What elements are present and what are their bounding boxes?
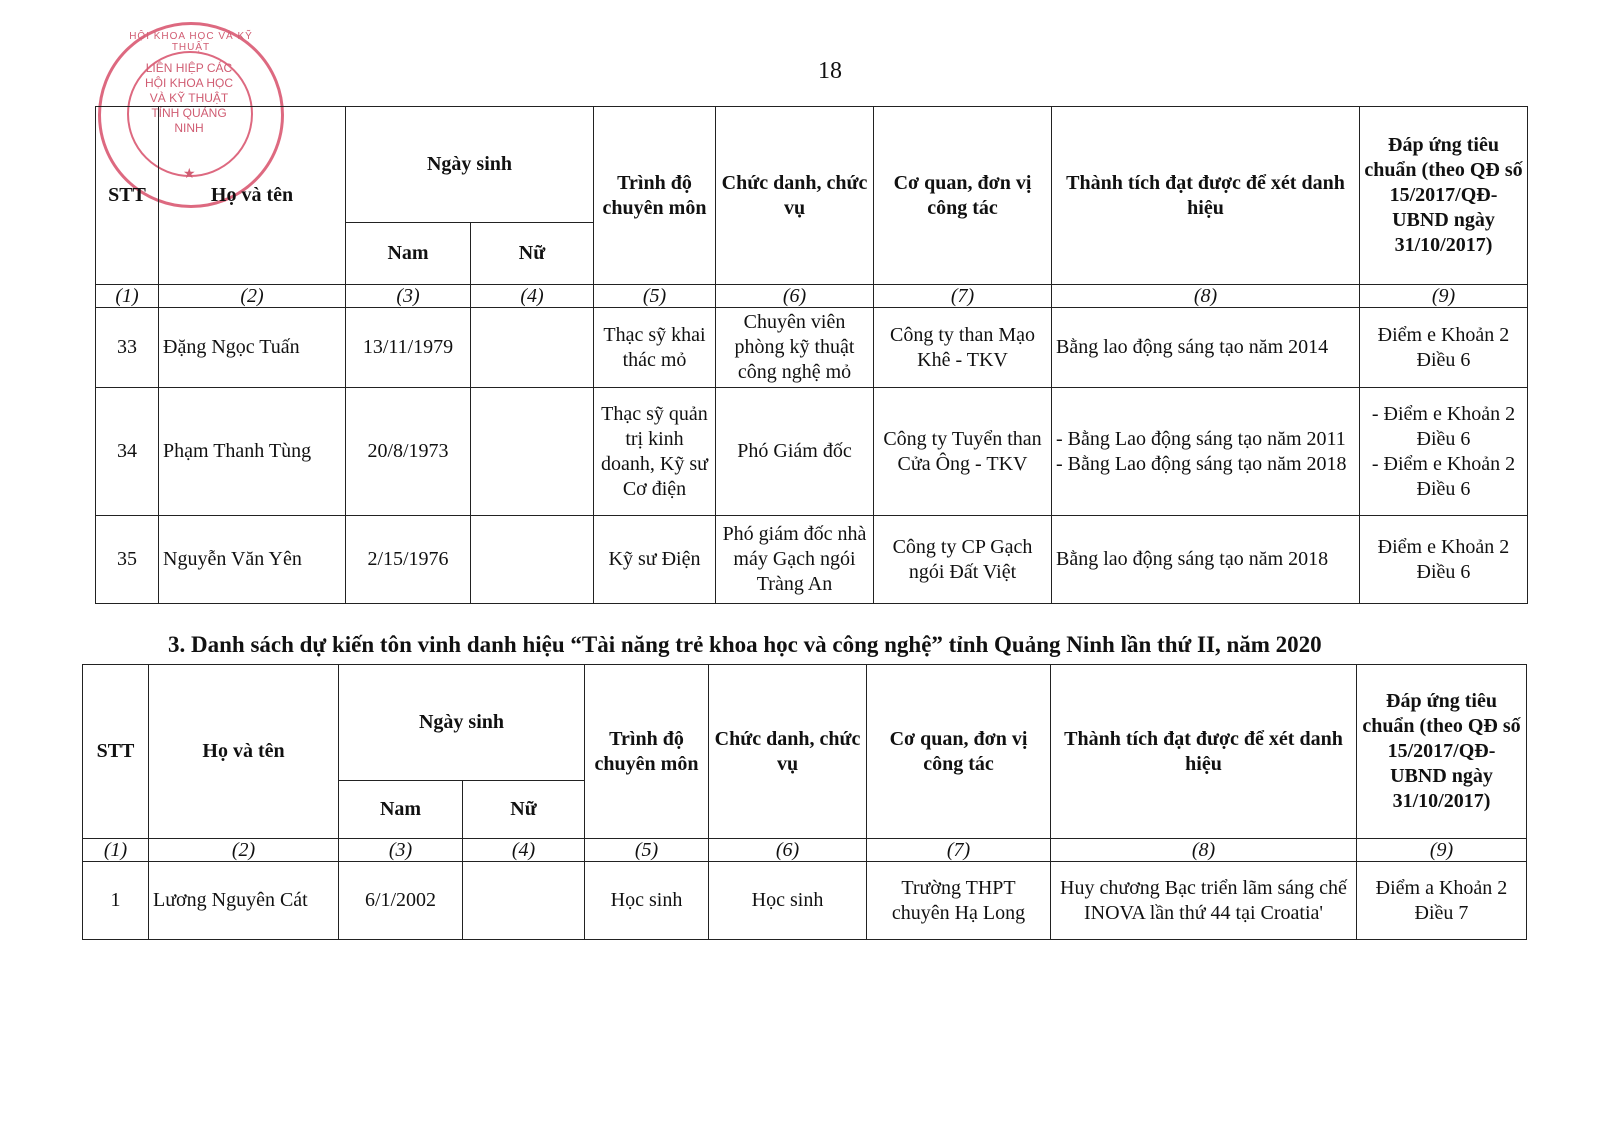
header-dob: Ngày sinh bbox=[339, 665, 585, 781]
cell-criteria bbox=[1357, 862, 1527, 940]
header-male: Nam bbox=[339, 781, 463, 839]
achievement-line: - Bằng Lao động sáng tạo năm 2011 bbox=[1056, 427, 1346, 450]
column-number: (4) bbox=[471, 285, 594, 308]
cell-dob-male: 6/1/2002 bbox=[339, 862, 463, 940]
header-stt: STT bbox=[96, 107, 159, 285]
column-number: (8) bbox=[1052, 285, 1360, 308]
cell-dob-male: 20/8/1973 bbox=[346, 388, 471, 516]
page-number: 18 bbox=[818, 58, 842, 84]
header-organization: Cơ quan, đơn vị công tác bbox=[874, 107, 1052, 285]
column-number: (5) bbox=[585, 839, 709, 862]
column-number: (7) bbox=[874, 285, 1052, 308]
column-number: (9) bbox=[1357, 839, 1527, 862]
cell-achievement bbox=[1052, 516, 1360, 604]
cell-stt: 33 bbox=[96, 308, 159, 388]
seal-star-icon: ★ bbox=[183, 165, 196, 181]
cell-stt: 34 bbox=[96, 388, 159, 516]
header-name: Họ và tên bbox=[149, 665, 339, 839]
column-number: (3) bbox=[346, 285, 471, 308]
header-criteria: Đáp ứng tiêu chuẩn (theo QĐ số 15/2017/QĐ-UBND ngày 31/10/2017) bbox=[1360, 107, 1528, 285]
cell-stt: 35 bbox=[96, 516, 159, 604]
column-number: (7) bbox=[867, 839, 1051, 862]
cell-qualification: Học sinh bbox=[585, 862, 709, 940]
header-organization: Cơ quan, đơn vị công tác bbox=[867, 665, 1051, 839]
column-number: (2) bbox=[159, 285, 346, 308]
header-achievement: Thành tích đạt được để xét danh hiệu bbox=[1051, 665, 1357, 839]
cell-achievement bbox=[1052, 388, 1360, 516]
header-qualification: Trình độ chuyên môn bbox=[594, 107, 716, 285]
column-number: (3) bbox=[339, 839, 463, 862]
table-row bbox=[96, 516, 1528, 604]
cell-achievement bbox=[1051, 862, 1357, 940]
header-criteria: Đáp ứng tiêu chuẩn (theo QĐ số 15/2017/QĐ-UBND ngày 31/10/2017) bbox=[1357, 665, 1527, 839]
cell-dob-male: 13/11/1979 bbox=[346, 308, 471, 388]
header-position: Chức danh, chức vụ bbox=[716, 107, 874, 285]
table-row bbox=[96, 308, 1528, 388]
cell-qualification: Thạc sỹ khai thác mỏ bbox=[594, 308, 716, 388]
seal-center-text: LIÊN HIỆP CÁC HỘI KHOA HỌC VÀ KỸ THUẬT TỈNH QUẢNG NINH bbox=[144, 61, 233, 135]
cell-dob-female bbox=[471, 388, 594, 516]
seal-ring-text: HỘI KHOA HỌC VÀ KỸ THUẬT bbox=[129, 31, 253, 53]
cell-organization: Công ty than Mạo Khê - TKV bbox=[874, 308, 1052, 388]
column-number: (8) bbox=[1051, 839, 1357, 862]
column-number: (1) bbox=[83, 839, 149, 862]
header-male: Nam bbox=[346, 223, 471, 285]
column-number: (9) bbox=[1360, 285, 1528, 308]
cell-stt: 1 bbox=[83, 862, 149, 940]
cell-position: Học sinh bbox=[709, 862, 867, 940]
header-female: Nữ bbox=[471, 223, 594, 285]
cell-dob-male: 2/15/1976 bbox=[346, 516, 471, 604]
column-number: (5) bbox=[594, 285, 716, 308]
cell-dob-female bbox=[471, 308, 594, 388]
cell-criteria bbox=[1360, 388, 1528, 516]
cell-organization: Trường THPT chuyên Hạ Long bbox=[867, 862, 1051, 940]
criteria-line: - Điểm e Khoản 2 Điều 6 bbox=[1371, 452, 1516, 500]
cell-dob-female bbox=[463, 862, 585, 940]
table-row bbox=[96, 388, 1528, 516]
cell-name: Lương Nguyên Cát bbox=[149, 862, 339, 940]
cell-organization: Công ty CP Gạch ngói Đất Việt bbox=[874, 516, 1052, 604]
achievement-line: Bằng lao động sáng tạo năm 2014 bbox=[1056, 336, 1329, 358]
achievement-line: Bằng lao động sáng tạo năm 2018 bbox=[1056, 548, 1329, 570]
header-qualification: Trình độ chuyên môn bbox=[585, 665, 709, 839]
cell-qualification: Kỹ sư Điện bbox=[594, 516, 716, 604]
cell-criteria bbox=[1360, 516, 1528, 604]
column-number: (2) bbox=[149, 839, 339, 862]
cell-dob-female bbox=[471, 516, 594, 604]
column-number: (4) bbox=[463, 839, 585, 862]
header-achievement: Thành tích đạt được để xét danh hiệu bbox=[1052, 107, 1360, 285]
criteria-line: Điểm e Khoản 2 Điều 6 bbox=[1377, 535, 1510, 583]
honoree-table-2 bbox=[82, 664, 1527, 940]
column-number: (6) bbox=[716, 285, 874, 308]
achievement-line: Huy chương Bạc triển lãm sáng chế INOVA lần thứ 44 tại Croatia' bbox=[1060, 876, 1347, 924]
column-number: (1) bbox=[96, 285, 159, 308]
header-position: Chức danh, chức vụ bbox=[709, 665, 867, 839]
cell-position: Phó Giám đốc bbox=[716, 388, 874, 516]
section-3-title: 3. Danh sách dự kiến tôn vinh danh hiệu “Tài năng trẻ khoa học và công nghệ” tỉnh Quảng Ninh lần thứ II, năm 2020 bbox=[168, 632, 1322, 657]
cell-name: Phạm Thanh Tùng bbox=[159, 388, 346, 516]
header-female: Nữ bbox=[463, 781, 585, 839]
criteria-line: Điểm a Khoản 2 Điều 7 bbox=[1375, 876, 1508, 924]
cell-name: Nguyễn Văn Yên bbox=[159, 516, 346, 604]
table-row bbox=[83, 862, 1527, 940]
cell-organization: Công ty Tuyển than Cửa Ông - TKV bbox=[874, 388, 1052, 516]
honoree-table-1 bbox=[95, 106, 1528, 604]
criteria-line: - Điểm e Khoản 2 Điều 6 bbox=[1371, 402, 1516, 450]
cell-name: Đặng Ngọc Tuấn bbox=[159, 308, 346, 388]
cell-criteria bbox=[1360, 308, 1528, 388]
cell-position: Phó giám đốc nhà máy Gạch ngói Tràng An bbox=[716, 516, 874, 604]
cell-position: Chuyên viên phòng kỹ thuật công nghệ mỏ bbox=[716, 308, 874, 388]
header-stt: STT bbox=[83, 665, 149, 839]
column-number: (6) bbox=[709, 839, 867, 862]
header-dob: Ngày sinh bbox=[346, 107, 594, 223]
header-name: Họ và tên bbox=[159, 107, 346, 285]
cell-achievement bbox=[1052, 308, 1360, 388]
criteria-line: Điểm e Khoản 2 Điều 6 bbox=[1377, 323, 1510, 371]
cell-qualification: Thạc sỹ quản trị kinh doanh, Kỹ sư Cơ điện bbox=[594, 388, 716, 516]
achievement-line: - Bằng Lao động sáng tạo năm 2018 bbox=[1056, 452, 1347, 475]
